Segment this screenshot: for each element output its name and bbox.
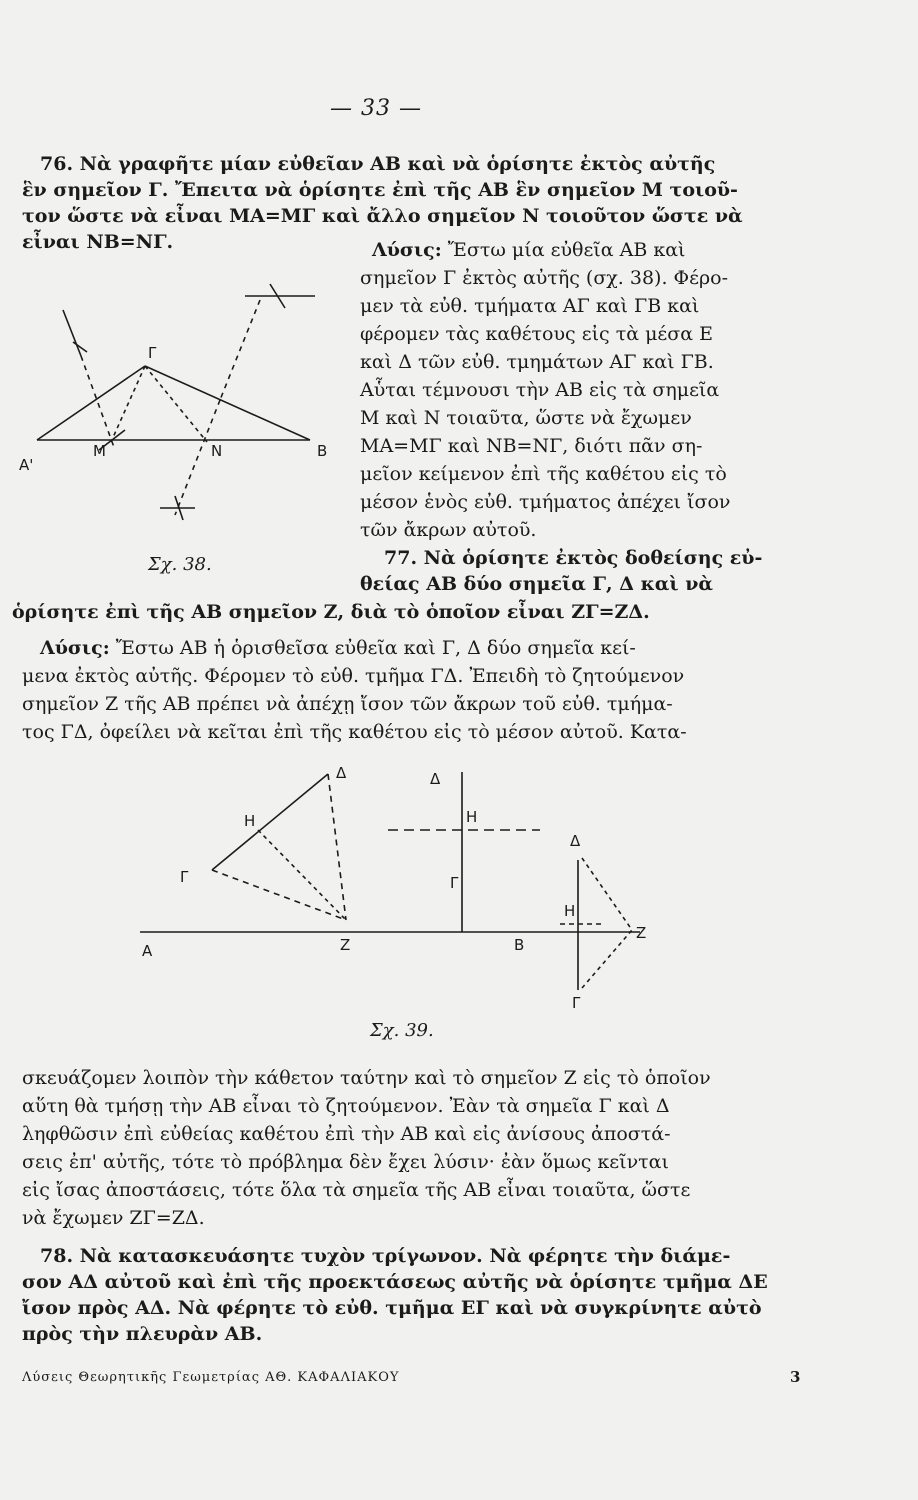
perpendicular-gb: [220, 300, 260, 400]
solution-line: τῶν ἄκρων αὐτοῦ.: [360, 519, 537, 541]
solution-label: Λύσις:: [372, 239, 442, 261]
solution-line: καὶ Δ τῶν εὐθ. τμημάτων ΑΓ καὶ ΓΒ.: [360, 351, 714, 373]
solution-line: Ἔστω ΑΒ ἡ ὁρισθεῖσα εὐθεῖα καὶ Γ, Δ δύο σημεῖα κεί-: [115, 637, 636, 659]
label-d: Δ: [336, 764, 347, 782]
segment-gb: [145, 366, 310, 440]
solution-line: σημεῖον Γ ἐκτὸς αὐτῆς (σχ. 38). Φέρο-: [360, 267, 728, 289]
solution-label: Λύσις:: [40, 637, 110, 659]
problem-77-line: 77. Νὰ ὁρίσητε ἐκτὸς δοθείσης εὐ-: [384, 547, 763, 569]
label-h: Η: [466, 808, 478, 826]
label-g: Γ: [180, 868, 189, 886]
solution-line: μέσον ἑνὸς εὐθ. τμήματος ἀπέχει ἴσον: [360, 491, 731, 513]
footer-sheet-number: 3: [790, 1368, 802, 1386]
solution-line: Μ καὶ Ν τοιαῦτα, ὥστε νὰ ἔχωμεν: [360, 407, 692, 429]
label-d: Δ: [430, 770, 441, 788]
problem-78-line: σον ΑΔ αὐτοῦ καὶ ἐπὶ τῆς προεκτάσεως αὐτῆς νὰ ὁρίσητε τμῆμα ΔΕ: [22, 1271, 768, 1293]
label-g: Γ: [148, 344, 157, 362]
solution-line: ληφθῶσιν ἐπὶ εὐθείας καθέτου ἐπὶ τὴν ΑΒ καὶ εἰς ἀνίσους ἀποστά-: [22, 1123, 671, 1145]
problem-78-line: 78. Νὰ κατασκευάσητε τυχὸν τρίγωνον. Νὰ φέρητε τὴν διάμε-: [40, 1245, 731, 1267]
solution-line: Ἔστω μία εὐθεῖα ΑΒ καὶ: [447, 239, 686, 261]
solution-line: Αὗται τέμνουσι τὴν ΑΒ εἰς τὰ σημεῖα: [360, 379, 720, 401]
solution-line: εἰς ἴσας ἀποστάσεις, τότε ὅλα τὰ σημεῖα τῆς ΑΒ εἶναι τοιαῦτα, ὥστε: [22, 1179, 691, 1201]
problem-76-line: 76. Νὰ γραφῆτε μίαν εὐθεῖαν ΑΒ καὶ νὰ ὁρίσητε ἐκτὸς αὐτῆς: [40, 153, 716, 175]
solution-line: μεῖον κείμενον ἐπὶ τῆς καθέτου εἰς τὸ: [360, 463, 727, 485]
solution-line: αὕτη θὰ τμήσῃ τὴν ΑΒ εἶναι τὸ ζητούμενον. Ἐὰν τὰ σημεῖα Γ καὶ Δ: [22, 1095, 670, 1117]
label-a: Α: [142, 942, 153, 960]
label-n: Ν: [211, 442, 223, 460]
problem-76-line: ἓν σημεῖον Γ. Ἔπειτα νὰ ὁρίσητε ἐπὶ τῆς ΑΒ ἓν σημεῖον Μ τοιοῦ-: [22, 179, 738, 201]
figure-39: [120, 760, 680, 1020]
footer-title: Λύσεις Θεωρητικῆς Γεωμετρίας ΑΘ. ΚΑΦΑΛΙΑΚΟΥ: [22, 1370, 400, 1385]
solution-line: φέρομεν τὰς καθέτους εἰς τὰ μέσα Ε: [360, 323, 713, 345]
label-b: Β: [514, 936, 525, 954]
page-number: — 33 —: [330, 96, 422, 121]
label-a: Α': [19, 456, 34, 474]
solution-line: ΜΑ=ΜΓ καὶ ΝΒ=ΝΓ, διότι πᾶν ση-: [360, 435, 703, 457]
label-d: Δ: [570, 832, 581, 850]
label-b: Β: [317, 442, 328, 460]
solution-line: μενα ἐκτὸς αὐτῆς. Φέρομεν τὸ εὐθ. τμῆμα ΓΔ. Ἐπειδὴ τὸ ζητούμενον: [22, 665, 685, 687]
label-z: Ζ: [340, 936, 351, 954]
label-g: Γ: [572, 994, 581, 1012]
solution-line: μεν τὰ εὐθ. τμήματα ΑΓ καὶ ΓΒ καὶ: [360, 295, 700, 317]
solution-line: σεις ἐπ' αὐτῆς, τότε τὸ πρόβλημα δὲν ἔχει λύσιν· ἐὰν ὅμως κεῖνται: [22, 1151, 669, 1173]
perpendicular-ag: [81, 356, 115, 450]
label-h: Η: [564, 902, 576, 920]
problem-77-line: θείας ΑΒ δύο σημεῖα Γ, Δ καὶ νὰ: [360, 573, 714, 595]
figure-39-caption: Σχ. 39.: [370, 1020, 434, 1041]
solution-line: τος ΓΔ, ὀφείλει νὰ κεῖται ἐπὶ τῆς καθέτου εἰς τὸ μέσον αὐτοῦ. Κατα-: [22, 721, 687, 743]
label-g: Γ: [450, 874, 459, 892]
label-z: Ζ: [636, 924, 647, 942]
label-h: Η: [244, 812, 256, 830]
problem-76-line: εἶναι ΝΒ=ΝΓ.: [22, 231, 174, 253]
solution-line: σκευάζομεν λοιπὸν τὴν κάθετον ταύτην καὶ τὸ σημεῖον Ζ εἰς τὸ ὁποῖον: [22, 1067, 711, 1089]
solution-line: νὰ ἔχωμεν ΖΓ=ΖΔ.: [22, 1207, 205, 1229]
figure-38-caption: Σχ. 38.: [148, 554, 212, 575]
segment-gd: [212, 774, 328, 870]
figure-38: [15, 280, 355, 540]
problem-76-line: τον ὥστε νὰ εἶναι ΜΑ=ΜΓ καὶ ἄλλο σημεῖον Ν τοιοῦτον ὥστε νὰ: [22, 205, 743, 227]
problem-77-line: ὁρίσητε ἐπὶ τῆς ΑΒ σημεῖον Ζ, διὰ τὸ ὁποῖον εἶναι ΖΓ=ΖΔ.: [12, 601, 650, 623]
problem-78-line: πρὸς τὴν πλευρὰν ΑΒ.: [22, 1323, 263, 1345]
problem-78-line: ἴσον πρὸς ΑΔ. Νὰ φέρητε τὸ εὐθ. τμῆμα ΕΓ καὶ νὰ συγκρίνητε αὐτὸ: [22, 1297, 762, 1319]
label-m: Μ: [93, 442, 106, 460]
solution-line: σημεῖον Ζ τῆς ΑΒ πρέπει νὰ ἀπέχῃ ἴσον τῶν ἄκρων τοῦ εὐθ. τμήμα-: [22, 693, 673, 715]
